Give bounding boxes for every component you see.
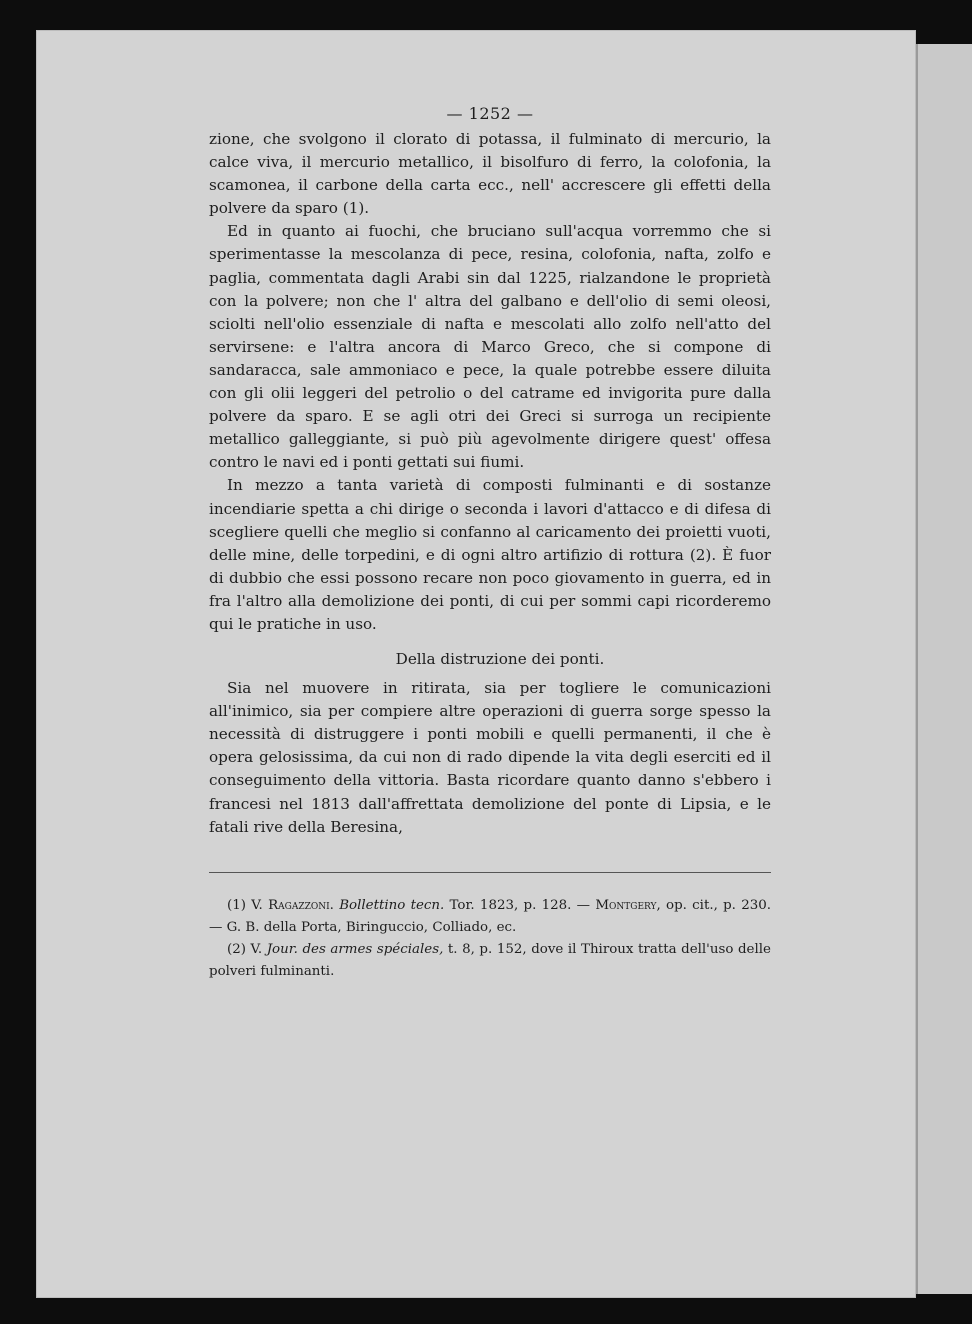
footnote-2-marker: (2) V. xyxy=(227,941,263,957)
footnote-2-citation: t. 8, p. 152, dove il Thiroux tratta dell'uso delle polveri fulminanti. xyxy=(209,941,771,979)
footnote-1-author-2: Montgery, xyxy=(595,897,661,913)
footnote-1-work: Bollettino tecn. xyxy=(339,897,445,913)
footnote-divider xyxy=(209,872,771,873)
page-number: — 1252 — xyxy=(446,104,534,123)
paragraph-2: Ed in quanto ai fuochi, che bruciano sull'acqua vorremmo che si sperimentasse la mescolanza di pece, resina, colofonia, nafta, zolfo e paglia, commentata dagli Arabi sin dal 1225, rialzandone le proprietà con la polvere; non che l' altra del galbano e dell'olio di semi oleosi, sciolti nell'olio essenziale di nafta e mescolati allo zolfo nell'atto del servirsene: e l'altra ancora di Marco Greco, che si compone di sandaracca, sale ammoniaco e pece, la quale potrebbe essere diluita con gli olii leggeri del petrolio o del catrame ed invigorita pure dalla polvere da sparo. E se agli otri dei Greci si surroga un recipiente metallico galleggiante, si può più agevolmente dirigere quest' offesa contro le navi ed i ponti gettati sui fiumi. xyxy=(209,222,771,472)
footnote-1-citation-2: op. cit., p. 230. — G. B. della Porta, Biringuccio, Colliado, ec. xyxy=(209,897,772,935)
page-text-block xyxy=(209,104,771,983)
footnote-2-work: Jour. des armes spéciales, xyxy=(266,941,444,957)
section-body xyxy=(209,677,771,839)
paragraph-1: zione, che svolgono il clorato di potassa, il fulminato di mercurio, la calce viva, il mercurio metallico, il bisolfuro di ferro, la colofonia, la scamonea, il carbone della carta ecc., nell' accrescere gli effetti della polvere da sparo (1). xyxy=(209,130,771,218)
footnote-1-author: Ragazzoni. xyxy=(268,897,334,913)
section-heading: Della distruzione dei ponti. xyxy=(395,650,605,669)
footnote-2 xyxy=(209,939,771,983)
adjacent-page-edge xyxy=(916,44,972,1294)
body-text xyxy=(209,128,771,636)
footnote-1 xyxy=(209,895,771,939)
section-paragraph: Sia nel muovere in ritirata, sia per togliere le comunicazioni all'inimico, sia per compiere altre operazioni di guerra sorge spesso la necessità di distruggere i ponti mobili e quelli permanenti, il che è opera gelosissima, da cui non di rado dipende la vita degli eserciti ed il conseguimento della vittoria. Basta ricordare quanto danno s'ebbero i francesi nel 1813 dall'affrettata demolizione del ponte di Lipsia, e le fatali rive della Beresina, xyxy=(209,679,771,836)
footnote-1-marker: (1) V. xyxy=(227,897,263,913)
footnotes xyxy=(209,895,771,983)
paragraph-3: In mezzo a tanta varietà di composti fulminanti e di sostanze incendiarie spetta a chi dirige o seconda i lavori d'attacco e di difesa di scegliere quelli che meglio si confanno al caricamento dei proietti vuoti, delle mine, delle torpedini, e di ogni altro artifizio di rottura (2). È fuor di dubbio che essi possono recare non poco giovamento in guerra, ed in fra l'altro alla demolizione dei ponti, di cui per sommi capi ricorderemo qui le pratiche in uso. xyxy=(209,476,771,633)
footnote-1-citation: Tor. 1823, p. 128. — xyxy=(449,897,591,913)
